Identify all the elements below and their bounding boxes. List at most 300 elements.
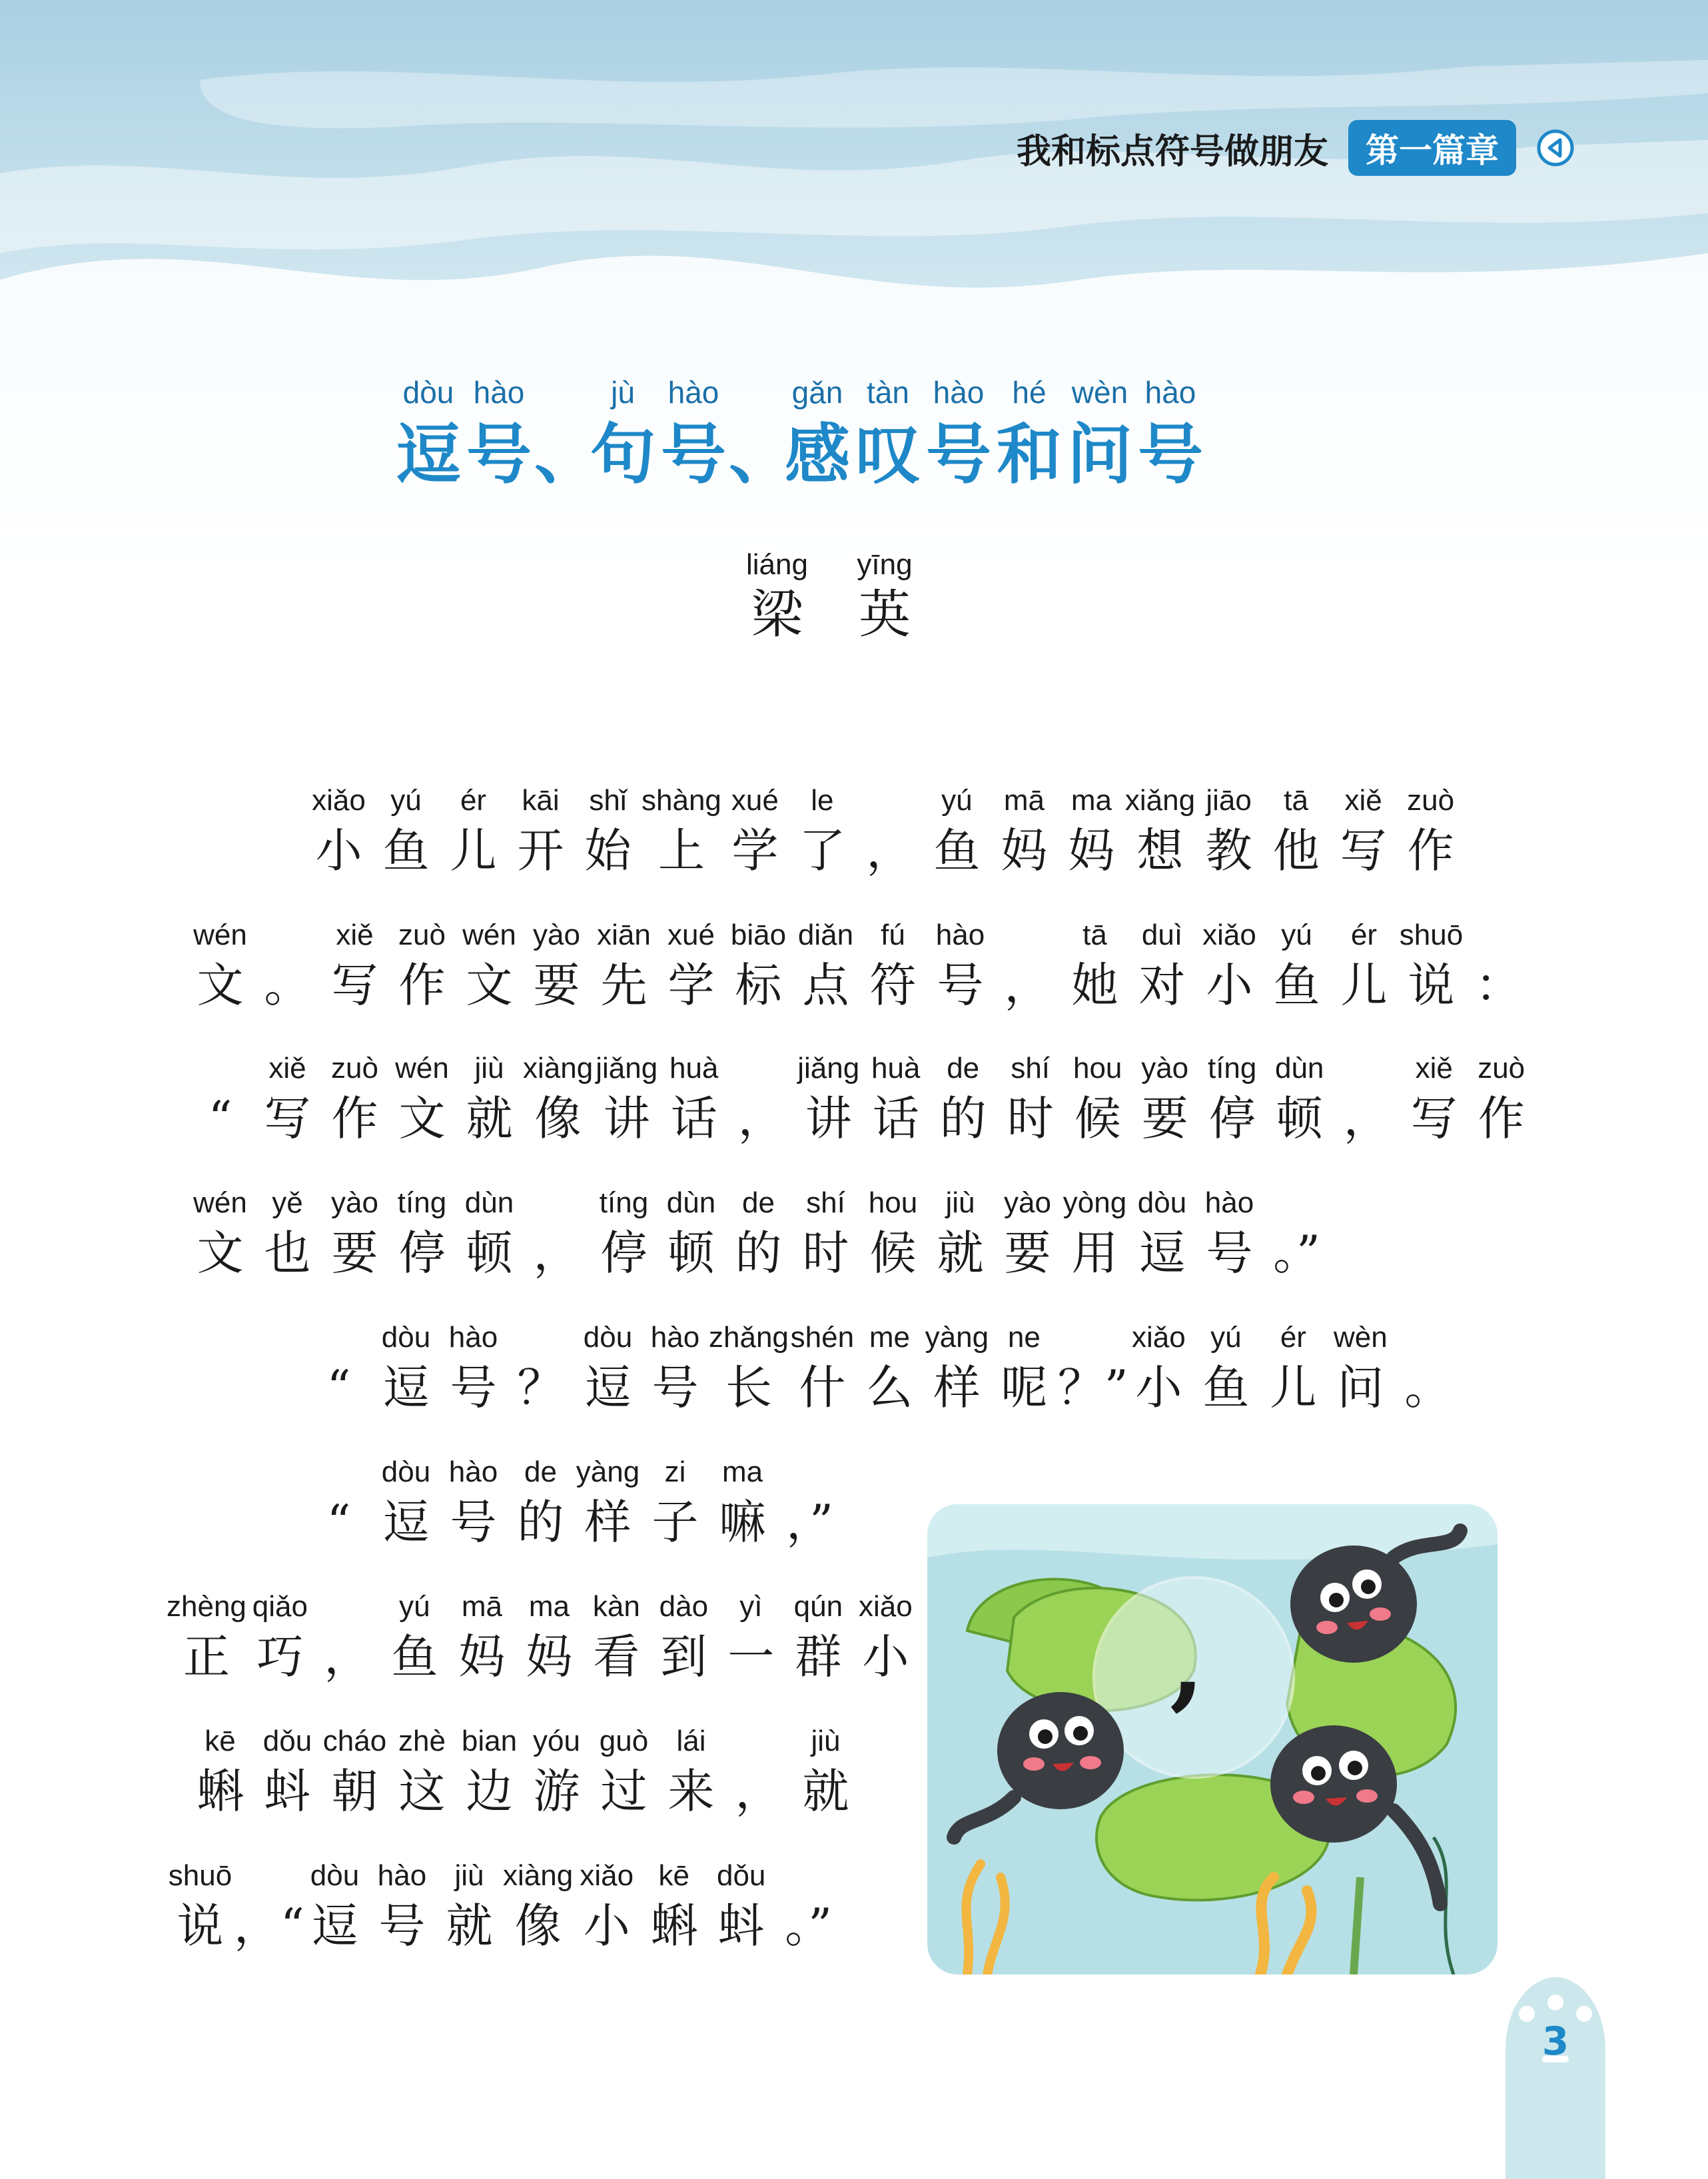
ruby-character: [456, 1725, 523, 1819]
pinyin: de: [524, 1456, 557, 1488]
hanzi: 。: [1404, 1360, 1452, 1415]
hanzi: 讲: [603, 1091, 650, 1146]
ruby-character: [574, 1321, 641, 1415]
hanzi: 候: [869, 1226, 917, 1280]
pinyin: lái: [676, 1725, 706, 1757]
ruby-character: [852, 1590, 919, 1684]
hanzi: 讲: [805, 1091, 852, 1146]
pinyin: jù: [611, 375, 635, 410]
pinyin: yào: [1004, 1186, 1051, 1219]
pinyin: dǒu: [716, 1859, 766, 1892]
ruby-character: [997, 1052, 1064, 1146]
pinyin: dào: [659, 1590, 709, 1623]
hanzi: 逗: [584, 1360, 632, 1415]
pinyin: zuò: [331, 1052, 378, 1085]
ruby-character: [246, 1590, 314, 1684]
hanzi: 符: [869, 958, 917, 1013]
hanzi: “: [326, 1495, 351, 1549]
text-line: [187, 1186, 1330, 1280]
ruby-character: [862, 1052, 929, 1146]
pinyin: hào: [1144, 375, 1196, 410]
hanzi: 也: [264, 1226, 311, 1280]
hanzi: 儿: [1340, 958, 1388, 1013]
pinyin: jiǎng: [596, 1052, 658, 1085]
pinyin: kē: [658, 1859, 689, 1892]
ruby-character: [1398, 919, 1465, 1013]
hanzi: ，: [735, 1764, 782, 1819]
pinyin: hou: [868, 1186, 918, 1219]
text-line: [167, 1859, 842, 1953]
hanzi: 候: [1074, 1091, 1121, 1146]
ruby-character: [1263, 919, 1330, 1013]
pinyin: dùn: [666, 1186, 716, 1219]
hanzi: 妈: [526, 1629, 573, 1684]
ruby-character: [440, 784, 507, 878]
pinyin: dòu: [381, 1321, 431, 1354]
hanzi: 子: [651, 1495, 699, 1549]
ruby-character: [388, 919, 456, 1013]
hanzi: ，: [1004, 958, 1051, 1013]
pinyin: xiǎo: [859, 1590, 913, 1623]
hanzi: 逗: [382, 1495, 430, 1549]
pinyin: duì: [1141, 919, 1183, 951]
hanzi: 样: [933, 1360, 981, 1415]
ruby-character: [507, 784, 574, 878]
pinyin: gǎn: [791, 375, 843, 410]
pinyin: tíng: [599, 1186, 649, 1219]
ruby-character: [657, 1725, 725, 1819]
pinyin: tàn: [867, 375, 909, 410]
pinyin: mā: [461, 1590, 502, 1623]
ruby-character: [187, 1725, 254, 1819]
pinyin: wén: [462, 919, 516, 951]
hanzi: 写: [331, 958, 378, 1013]
hanzi: 号: [925, 417, 991, 493]
ruby-character: [641, 1321, 709, 1415]
pinyin: dùn: [464, 1186, 514, 1219]
ruby-character: [321, 1186, 388, 1280]
pinyin: jiù: [454, 1859, 484, 1892]
pinyin: shàng: [641, 784, 721, 817]
pinyin: yào: [1141, 1052, 1189, 1085]
hanzi: 话: [872, 1091, 919, 1146]
sky-background: [0, 0, 1708, 600]
hanzi: 到: [660, 1629, 707, 1684]
hanzi: 就: [937, 1226, 984, 1280]
hanzi: 的: [517, 1495, 564, 1549]
ruby-character: [853, 375, 923, 493]
ruby-character: [792, 1186, 859, 1280]
pinyin: ma: [1070, 784, 1112, 817]
ruby-character: [167, 1590, 246, 1684]
hanzi: 文: [466, 958, 513, 1013]
ruby-character: [321, 919, 388, 1013]
pinyin: jiù: [474, 1052, 504, 1085]
pinyin: de: [947, 1052, 980, 1085]
ruby-character: [1260, 1321, 1327, 1415]
punctuation-mark: [187, 1054, 254, 1146]
ruby-character: [187, 1186, 254, 1280]
pinyin: xué: [731, 784, 779, 817]
pinyin: bian: [461, 1725, 518, 1757]
pinyin: xué: [667, 919, 715, 951]
pinyin: kàn: [592, 1590, 640, 1623]
ruby-character: [717, 1590, 785, 1684]
pinyin: dòu: [402, 375, 454, 410]
ruby-character: [590, 919, 657, 1013]
ruby-character: [657, 919, 725, 1013]
hanzi: 她: [1071, 958, 1118, 1013]
pinyin: xiě: [1415, 1052, 1453, 1085]
pinyin: ma: [721, 1456, 763, 1488]
hanzi: 先: [600, 958, 647, 1013]
hanzi: 问: [1067, 417, 1132, 493]
pinyin: guò: [599, 1725, 649, 1757]
hanzi: ，“: [234, 1899, 304, 1953]
pinyin: shuō: [168, 1859, 232, 1892]
hanzi: 逗: [311, 1899, 358, 1953]
pinyin: huà: [669, 1052, 719, 1085]
ruby-character: [1192, 1321, 1260, 1415]
ruby-character: [321, 1052, 388, 1146]
hanzi: 要: [1004, 1226, 1051, 1280]
ruby-character: [923, 1321, 991, 1415]
punctuation-mark: [523, 1188, 590, 1280]
hanzi: ？”: [1057, 1360, 1128, 1415]
hanzi: 写: [1340, 823, 1387, 878]
hanzi: 句: [590, 417, 655, 493]
hanzi: 文: [398, 1091, 446, 1146]
pinyin: zi: [664, 1456, 686, 1488]
ruby-character: [464, 375, 534, 493]
pinyin: dòu: [583, 1321, 633, 1354]
hanzi: 。”: [785, 1899, 833, 1953]
ruby-character: [436, 1859, 503, 1953]
punctuation-mark: [1263, 1188, 1330, 1280]
hanzi: 小: [862, 1629, 909, 1684]
pinyin: dǒu: [262, 1725, 312, 1757]
text-line: [305, 784, 1464, 878]
pinyin: mā: [1003, 784, 1045, 817]
ruby-character: [746, 548, 808, 645]
ruby-character: [709, 1321, 789, 1415]
ruby-character: [523, 919, 590, 1013]
hanzi: 停: [600, 1226, 647, 1280]
pinyin: zuò: [1407, 784, 1455, 817]
ruby-character: [1064, 1052, 1131, 1146]
hanzi: 小: [315, 823, 362, 878]
ruby-character: [588, 375, 658, 493]
ruby-character: [707, 1859, 775, 1953]
hanzi: 要: [533, 958, 580, 1013]
hanzi: 。”: [1273, 1226, 1320, 1280]
hanzi: 作: [331, 1091, 378, 1146]
pinyin: tā: [1082, 919, 1107, 951]
hanzi: 像: [514, 1899, 562, 1953]
hanzi: 顿: [466, 1226, 513, 1280]
pinyin: yú: [1281, 919, 1312, 951]
ruby-character: [574, 784, 641, 878]
hanzi: 来: [667, 1764, 715, 1819]
hanzi: 作: [1478, 1091, 1525, 1146]
ruby-character: [372, 1456, 440, 1549]
chapter-header: [1017, 120, 1575, 176]
punctuation-mark: [1465, 921, 1532, 1013]
ruby-character: [660, 1052, 727, 1146]
ruby-character: [573, 1859, 640, 1953]
hanzi: 时: [802, 1226, 849, 1280]
hanzi: 始: [584, 823, 632, 878]
ruby-character: [1400, 1052, 1468, 1146]
ruby-character: [640, 1859, 707, 1953]
pinyin: xiǎng: [1124, 784, 1196, 817]
pinyin: ne: [1007, 1321, 1041, 1354]
pinyin: yòng: [1063, 1186, 1127, 1219]
hanzi: 写: [1410, 1091, 1458, 1146]
text-line: [305, 1456, 843, 1549]
hanzi: 就: [466, 1091, 513, 1146]
ruby-character: [456, 1052, 523, 1146]
hanzi: 正: [183, 1629, 230, 1684]
pinyin: fú: [881, 919, 905, 951]
ruby-character: [1061, 919, 1128, 1013]
pinyin: yú: [941, 784, 973, 817]
ruby-character: [1196, 1186, 1263, 1280]
pinyin: jiāo: [1206, 784, 1252, 817]
pinyin: yóu: [533, 1725, 580, 1757]
hanzi: 作: [398, 958, 446, 1013]
hanzi: 话: [670, 1091, 717, 1146]
ruby-character: [725, 1186, 792, 1280]
ruby-character: [856, 1321, 923, 1415]
pinyin: me: [869, 1321, 910, 1354]
hanzi: 边: [466, 1764, 513, 1819]
ruby-character: [372, 784, 440, 878]
pinyin: qiǎo: [252, 1590, 308, 1623]
ruby-character: [388, 1052, 456, 1146]
ruby-character: [991, 784, 1058, 878]
pinyin: huà: [871, 1052, 921, 1085]
pinyin: xiě: [336, 919, 374, 951]
hanzi: 用: [1071, 1226, 1118, 1280]
hanzi: 号: [937, 958, 984, 1013]
hanzi: 朝: [331, 1764, 378, 1819]
ruby-character: [1128, 919, 1196, 1013]
ruby-character: [583, 1590, 650, 1684]
hanzi: 号: [1206, 1226, 1253, 1280]
ruby-character: [789, 784, 856, 878]
ruby-character: [523, 1052, 594, 1146]
punctuation-mark: [305, 1458, 372, 1549]
punctuation-mark: [727, 1054, 795, 1146]
pinyin: yú: [399, 1590, 430, 1623]
hanzi: 号: [1137, 417, 1203, 493]
story-author: [746, 548, 915, 645]
hanzi: 小: [1206, 958, 1253, 1013]
pinyin: shǐ: [589, 784, 627, 817]
pinyin: wèn: [1334, 1321, 1388, 1354]
pinyin: dùn: [1274, 1052, 1324, 1085]
pinyin: xiàng: [503, 1859, 574, 1892]
hanzi: ，: [866, 823, 913, 878]
ruby-character: [1327, 1321, 1394, 1415]
punctuation-mark: [314, 1592, 381, 1684]
punctuation-mark: [725, 1727, 792, 1819]
hanzi: 长: [725, 1360, 772, 1415]
hanzi: 点: [802, 958, 849, 1013]
pinyin: ma: [528, 1590, 570, 1623]
hanzi: ，: [533, 1226, 580, 1280]
ruby-character: [388, 1186, 456, 1280]
hanzi: 蚪: [717, 1899, 765, 1953]
punctuation-mark: [254, 921, 321, 1013]
pinyin: le: [811, 784, 834, 817]
hanzi: 顿: [667, 1226, 715, 1280]
hanzi: 逗: [1138, 1226, 1186, 1280]
ruby-character: [721, 784, 789, 878]
ruby-character: [785, 1590, 852, 1684]
ruby-character: [658, 375, 729, 493]
ruby-character: [1124, 784, 1196, 878]
hanzi: 叹: [855, 417, 921, 493]
pinyin: liáng: [746, 548, 808, 581]
ruby-character: [1128, 1186, 1196, 1280]
pinyin: yīng: [857, 548, 913, 581]
pinyin: shuō: [1399, 919, 1464, 951]
ruby-character: [782, 375, 853, 493]
hanzi: “: [208, 1091, 232, 1146]
ruby-character: [1397, 784, 1464, 878]
pinyin: yì: [739, 1590, 763, 1623]
ruby-character: [593, 1052, 660, 1146]
pinyin: ér: [1280, 1321, 1306, 1354]
pinyin: hé: [1012, 375, 1047, 410]
hanzi: 停: [1208, 1091, 1256, 1146]
ruby-character: [448, 1590, 516, 1684]
ruby-character: [923, 784, 991, 878]
hanzi: 开: [517, 823, 564, 878]
text-line: [167, 1590, 919, 1684]
pinyin: xiě: [268, 1052, 306, 1085]
hanzi: ，: [737, 1091, 785, 1146]
hanzi: 了: [799, 823, 846, 878]
pinyin: yào: [331, 1186, 378, 1219]
ruby-character: [1065, 375, 1135, 493]
punctuation-mark: [1057, 1323, 1128, 1415]
ruby-character: [1262, 784, 1330, 878]
hanzi: ，: [1343, 1091, 1390, 1146]
page-number: 3: [1541, 2018, 1569, 2064]
pinyin: zuò: [1478, 1052, 1525, 1085]
hanzi: 一: [727, 1629, 775, 1684]
pinyin: zhèng: [167, 1590, 246, 1623]
ruby-character: [1196, 919, 1263, 1013]
ruby-character: [523, 1725, 590, 1819]
hanzi: 感: [784, 417, 850, 493]
hanzi: 的: [939, 1091, 987, 1146]
punctuation-mark: [234, 1861, 304, 1953]
page-tab: [1499, 1977, 1612, 2179]
ruby-character: [923, 375, 994, 493]
hanzi: 巧: [256, 1629, 304, 1684]
punctuation-mark: [507, 1323, 574, 1415]
pinyin: wèn: [1071, 375, 1128, 410]
hanzi: 时: [1007, 1091, 1054, 1146]
hanzi: 儿: [450, 823, 497, 878]
hanzi: 蚪: [264, 1764, 311, 1819]
pinyin: hào: [1204, 1186, 1254, 1219]
hanzi: 逗: [395, 417, 461, 493]
ruby-character: [305, 784, 372, 878]
pinyin: yàng: [576, 1456, 640, 1488]
hanzi: ？: [517, 1360, 564, 1415]
hanzi: 教: [1205, 823, 1252, 878]
hanzi: ，”: [786, 1495, 833, 1549]
hanzi: 、: [729, 417, 795, 493]
ruby-character: [456, 919, 523, 1013]
hanzi: 文: [197, 1226, 244, 1280]
hanzi: 蝌: [197, 1764, 244, 1819]
ruby-character: [503, 1859, 574, 1953]
ruby-character: [1125, 1321, 1192, 1415]
svg-text:,: ,: [1169, 1604, 1205, 1721]
hanzi: ，: [324, 1629, 371, 1684]
ruby-character: [792, 919, 859, 1013]
ruby-character: [795, 1052, 862, 1146]
pinyin: hou: [1072, 1052, 1122, 1085]
pinyin: hào: [448, 1456, 498, 1488]
pinyin: xiǎo: [580, 1859, 634, 1892]
punctuation-mark: [1394, 1323, 1462, 1415]
pinyin: xiǎo: [1132, 1321, 1186, 1354]
pinyin: hào: [667, 375, 719, 410]
pinyin: hào: [650, 1321, 700, 1354]
hanzi: 英: [858, 585, 911, 645]
punctuation-mark: [305, 1323, 372, 1415]
pinyin: wén: [193, 919, 247, 951]
ruby-character: [381, 1590, 448, 1684]
pinyin: yú: [390, 784, 422, 817]
hanzi: 号: [651, 1360, 699, 1415]
hanzi: 小: [1135, 1360, 1182, 1415]
pinyin: hào: [935, 919, 985, 951]
ruby-character: [1330, 919, 1398, 1013]
ruby-character: [1135, 375, 1206, 493]
ruby-character: [388, 1725, 456, 1819]
hanzi: 儿: [1270, 1360, 1317, 1415]
ruby-character: [709, 1456, 776, 1549]
ruby-character: [792, 1725, 859, 1819]
pinyin: kāi: [522, 784, 560, 817]
ruby-character: [507, 1456, 574, 1549]
hanzi: 小: [583, 1899, 630, 1953]
punctuation-mark: [776, 1458, 843, 1549]
hanzi: 号: [450, 1360, 497, 1415]
pinyin: hào: [473, 375, 525, 410]
ruby-character: [372, 1321, 440, 1415]
back-arrow-icon[interactable]: [1536, 129, 1575, 167]
hanzi: 号: [466, 417, 532, 493]
pinyin: xiān: [597, 919, 651, 951]
hanzi: 妈: [1001, 823, 1048, 878]
ruby-character: [657, 1186, 725, 1280]
ruby-character: [254, 1186, 321, 1280]
ruby-character: [1195, 784, 1262, 878]
hanzi: 样: [584, 1495, 632, 1549]
pinyin: dòu: [1137, 1186, 1187, 1219]
hanzi: 号: [450, 1495, 497, 1549]
ruby-character: [859, 919, 927, 1013]
